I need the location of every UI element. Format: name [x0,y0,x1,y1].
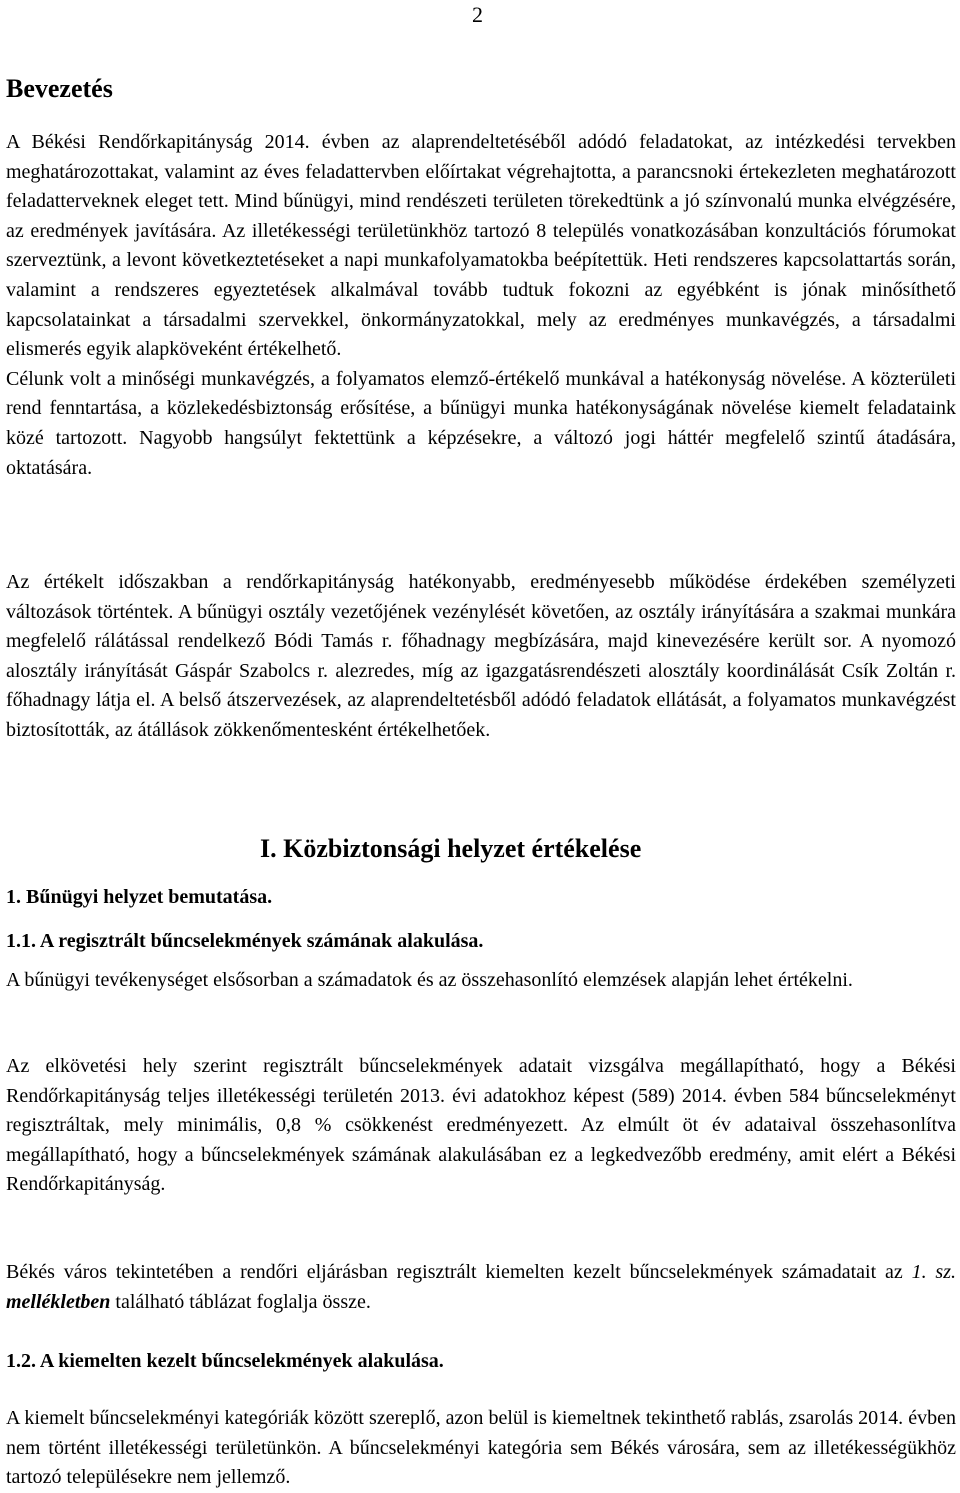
page-number: 2 [472,2,483,27]
personnel-block [6,568,956,746]
intro-block [6,128,956,483]
heading-1-1: 1.1. A regisztrált bűncselekmények számának alakulása. [6,930,484,952]
para-1-2-text: A kiemelt bűncselekményi kategóriák között szereplő, azon belül is kiemeltnek tekinthető rablás, zsarolás 2014. évben nem történt illetékességi területünkön. A bűncselekményi kategória sem Békés városára, sem az illetékességükhöz tartozó településekre nem jellemző. [6,1407,956,1489]
paragraph-1-2 [6,1404,956,1493]
paragraph-1-1-c [6,1258,956,1317]
para-1-1-c-start: Békés város tekintetében a rendőri eljárásban regisztrált kiemelten kezelt bűncselekmények számadatait az [6,1261,912,1283]
paragraph-1-1-a [6,966,956,996]
para-1-1-a-text: A bűnügyi tevékenységet elsősorban a számadatok és az összehasonlító elemzések alapján lehet értékelni. [6,969,853,991]
para-1-1-c-attachment: mellékletben [6,1290,111,1313]
intro-paragraph-3: Az értékelt időszakban a rendőrkapitányság hatékonyabb, eredményesebb működése érdekében személyzeti változások történtek. A bűnügyi osztály vezetőjének vezénylését követően, az osztály irányítására a szakmai munkára megfelelő rálátással rendelkező Bódi Tamás r. főhadnagy megbízására, majd kinevezésére került sor. A nyomozó alosztály irányítását Gáspár Szabolcs r. alezredes, míg az igazgatásrendészeti alosztály koordinálását Csík Zoltán r. főhadnagy látja el. A belső átszervezések, az alaprendeltetésből adódó feladatok ellátását, a folyamatos munkavégzést biztosították, az átállások zökkenőmentesként értékelhetőek. [6,571,956,741]
heading-introduction: Bevezetés [6,74,113,103]
para-1-1-b-text: Az elkövetési hely szerint regisztrált bűncselekmények adatait vizsgálva megállapítható, hogy a Békési Rendőrkapitányság teljes illetékességi területén 2013. évi adatokhoz képest (589) 2014. évben 584 bűncselekményt regisztráltak, mely minimális, 0,8 % csökkenést eredményezett. Az elmúlt öt év adataival összehasonlítva megállapítható, hogy a bűncselekmények számának alakulásában ez a legkedvezőbb eredmény, amit elért a Békési Rendőrkapitányság. [6,1055,956,1196]
intro-paragraph-1: A Békési Rendőrkapitányság 2014. évben az alaprendeltetéséből adódó feladatokat, az intézkedési tervekben meghatározottakat, valamint az éves feladattervben előírtakat végrehajtotta, a parancsnoki értekezleten meghatározott feladatterveknek eleget tett. Mind bűnügyi, mind rendészeti területen törekedtünk a jó színvonalú munka elvégzésére, az eredmények javítására. Az illetékességi területünkhöz tartozó 8 település vonatkozásában konzultációs fórumokat szerveztünk, a levont következtetéseket a napi munkafolyamatokba beépítettük. Heti rendszeres kapcsolattartás során, valamint a rendszeres egyeztetések alkalmával tovább tudtuk fokozni az egyébként is jónak minősíthető kapcsolatainkat a társadalmi szervekkel, önkormányzatokkal, mely az eredményes munkavégzés, a társadalmi elismerés egyik alapköveként értékelhető. [6,131,956,361]
paragraph-1-1-b [6,1052,956,1200]
para-1-1-c-italic: 1. sz. [911,1261,956,1283]
intro-paragraph-2: Célunk volt a minőségi munkavégzés, a folyamatos elemző-értékelő munkával a hatékonyság növelése. A közterületi rend fenntartása, a közlekedésbiztonság erősítése, a bűnügyi munka hatékonyságának növelése kiemelt feladataink közé tartozott. Nagyobb hangsúlyt fektettünk a képzésekre, a változó jogi háttér megfelelő szintű átadására, oktatására. [6,367,956,479]
para-1-1-c-end: található táblázat foglalja össze. [110,1290,371,1313]
para-1-1-c-text [6,1258,956,1317]
heading-section-i: I. Közbiztonsági helyzet értékelése [260,834,642,863]
heading-1: 1. Bűnügyi helyzet bemutatása. [6,886,273,908]
heading-1-2: 1.2. A kiemelten kezelt bűncselekmények alakulása. [6,1350,444,1372]
